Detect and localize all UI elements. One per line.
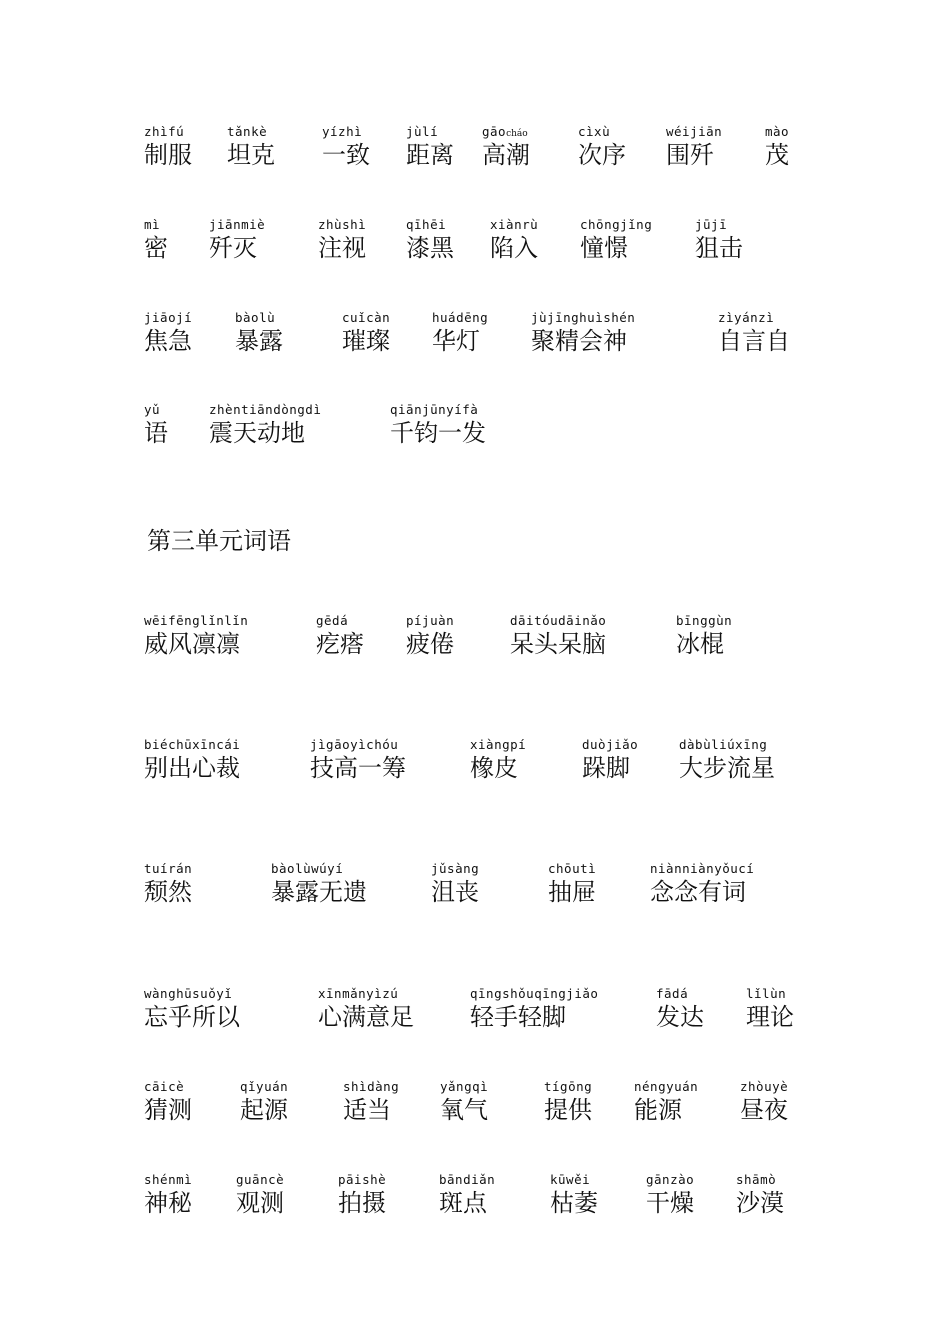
hanzi: 神秘	[144, 1189, 192, 1217]
vocab-word	[440, 1079, 488, 1125]
pinyin: shìdàng	[343, 1079, 400, 1094]
pinyin: jiāojí	[144, 310, 193, 325]
hanzi: 漆黑	[406, 234, 454, 262]
hanzi: 高潮	[482, 141, 530, 169]
hanzi: 呆头呆脑	[510, 630, 606, 658]
vocab-word	[144, 1172, 192, 1218]
hanzi: 围歼	[666, 141, 714, 169]
hanzi: 坦克	[227, 141, 275, 169]
pinyin: píjuàn	[406, 613, 455, 628]
pinyin: gānzào	[646, 1172, 695, 1187]
unit3-row-4	[0, 986, 950, 1046]
vocab-word	[144, 986, 240, 1032]
vocab-word	[470, 737, 526, 783]
vocab-word	[342, 310, 390, 356]
hanzi: 狙击	[695, 234, 743, 262]
vocab-word	[406, 124, 454, 170]
hanzi: 暴露	[235, 327, 283, 355]
vocab-word	[318, 217, 366, 263]
pinyin: zhèntiāndòngdì	[209, 402, 322, 417]
pinyin: bàolù	[235, 310, 276, 325]
pinyin: bāndiǎn	[439, 1172, 496, 1187]
vocab-word	[695, 217, 743, 263]
vocab-word	[144, 217, 168, 263]
hanzi: 提供	[544, 1096, 592, 1124]
vocab-word	[209, 217, 265, 263]
pinyin: jǔsàng	[431, 861, 480, 876]
vocab-row-3	[0, 310, 950, 370]
vocab-word	[676, 613, 732, 659]
hanzi: 抽屉	[548, 878, 596, 906]
pinyin: xīnmǎnyìzú	[318, 986, 399, 1001]
hanzi: 冰棍	[676, 630, 724, 658]
hanzi: 暴露无遗	[271, 878, 367, 906]
vocab-word	[432, 310, 488, 356]
pinyin: gāocháo	[482, 124, 528, 139]
section-title: 第三单元词语	[147, 527, 291, 555]
pinyin: jùjīnghuìshén	[531, 310, 636, 325]
vocab-word	[650, 861, 754, 907]
vocab-word	[144, 402, 168, 448]
vocab-word	[580, 217, 652, 263]
pinyin: zìyánzì	[718, 310, 775, 325]
vocab-word	[646, 1172, 694, 1218]
pinyin: tǎnkè	[227, 124, 268, 139]
hanzi: 憧憬	[580, 234, 628, 262]
vocab-word	[666, 124, 722, 170]
hanzi: 观测	[236, 1189, 284, 1217]
hanzi: 大步流星	[679, 754, 775, 782]
pinyin: mào	[765, 124, 790, 139]
hanzi: 茂	[765, 141, 789, 169]
pinyin: yǔ	[144, 402, 161, 417]
hanzi: 橡皮	[470, 754, 518, 782]
vocab-word	[322, 124, 370, 170]
pinyin: néngyuán	[634, 1079, 699, 1094]
vocab-word	[318, 986, 414, 1032]
hanzi: 注视	[318, 234, 366, 262]
vocab-word	[343, 1079, 399, 1125]
pinyin: shāmò	[736, 1172, 777, 1187]
unit3-row-5	[0, 1079, 950, 1139]
vocab-word	[578, 124, 626, 170]
unit3-row-2	[0, 737, 950, 797]
pinyin: huádēng	[432, 310, 489, 325]
hanzi: 起源	[240, 1096, 288, 1124]
vocab-word	[144, 1079, 192, 1125]
hanzi: 忘乎所以	[144, 1003, 240, 1031]
pinyin: jiānmiè	[209, 217, 266, 232]
hanzi: 氧气	[440, 1096, 488, 1124]
hanzi: 华灯	[432, 327, 480, 355]
vocab-word	[144, 737, 240, 783]
hanzi: 念念有词	[650, 878, 746, 906]
hanzi: 威风凛凛	[144, 630, 240, 658]
pinyin: wēifēnglǐnlǐn	[144, 613, 249, 628]
hanzi: 次序	[578, 141, 626, 169]
vocab-word	[634, 1079, 698, 1125]
pinyin: zhòuyè	[740, 1079, 789, 1094]
hanzi: 制服	[144, 141, 192, 169]
hanzi: 适当	[343, 1096, 391, 1124]
pinyin: bīnggùn	[676, 613, 733, 628]
pinyin: qīngshǒuqīngjiǎo	[470, 986, 599, 1001]
hanzi: 语	[144, 419, 168, 447]
pinyin: kūwěi	[550, 1172, 591, 1187]
pinyin: jùlí	[406, 124, 439, 139]
vocab-word	[765, 124, 789, 170]
vocab-word	[227, 124, 275, 170]
vocab-word	[531, 310, 635, 356]
hanzi: 猜测	[144, 1096, 192, 1124]
pinyin: pāishè	[338, 1172, 387, 1187]
pinyin: tuírán	[144, 861, 193, 876]
hanzi: 别出心裁	[144, 754, 240, 782]
vocab-word	[338, 1172, 386, 1218]
pinyin: chōutì	[548, 861, 597, 876]
pinyin: wànghūsuǒyǐ	[144, 986, 233, 1001]
hanzi: 拍摄	[338, 1189, 386, 1217]
pinyin-small: cháo	[506, 129, 528, 139]
vocab-word	[144, 861, 192, 907]
vocab-word	[431, 861, 479, 907]
pinyin: qīhēi	[406, 217, 447, 232]
pinyin: fādá	[656, 986, 689, 1001]
hanzi: 跺脚	[582, 754, 630, 782]
hanzi: 璀璨	[342, 327, 390, 355]
vocab-word	[144, 310, 192, 356]
vocab-word	[310, 737, 406, 783]
hanzi: 密	[144, 234, 168, 262]
hanzi: 技高一筹	[310, 754, 406, 782]
vocab-word	[235, 310, 283, 356]
vocab-word	[390, 402, 486, 448]
hanzi: 自言自	[718, 327, 790, 355]
hanzi: 理论	[746, 1003, 794, 1031]
pinyin: wéijiān	[666, 124, 723, 139]
pinyin: zhùshì	[318, 217, 367, 232]
vocab-word	[544, 1079, 592, 1125]
vocab-word	[550, 1172, 598, 1218]
hanzi: 焦急	[144, 327, 192, 355]
pinyin: jìgāoyìchóu	[310, 737, 399, 752]
hanzi: 颓然	[144, 878, 192, 906]
hanzi: 震天动地	[209, 419, 305, 447]
vocab-word	[406, 217, 454, 263]
pinyin: cuǐcàn	[342, 310, 391, 325]
unit3-row-6	[0, 1172, 950, 1232]
vocab-word	[746, 986, 794, 1032]
pinyin: dàbùliúxīng	[679, 737, 768, 752]
pinyin: qǐyuán	[240, 1079, 289, 1094]
hanzi: 陷入	[490, 234, 538, 262]
pinyin: cāicè	[144, 1079, 185, 1094]
vocab-word	[736, 1172, 784, 1218]
vocab-word	[582, 737, 638, 783]
hanzi: 心满意足	[318, 1003, 414, 1031]
pinyin: dāitóudāinǎo	[510, 613, 607, 628]
vocab-word	[679, 737, 775, 783]
pinyin: duòjiǎo	[582, 737, 639, 752]
pinyin: lǐlùn	[746, 986, 787, 1001]
pinyin: yízhì	[322, 124, 363, 139]
pinyin: qiānjūnyífà	[390, 402, 479, 417]
pinyin: niànniànyǒucí	[650, 861, 755, 876]
pinyin: xiàngpí	[470, 737, 527, 752]
vocab-word	[316, 613, 364, 659]
vocab-word	[656, 986, 704, 1032]
hanzi: 斑点	[439, 1189, 487, 1217]
hanzi: 疲倦	[406, 630, 454, 658]
vocab-word	[718, 310, 790, 356]
pinyin: biéchūxīncái	[144, 737, 241, 752]
pinyin: mì	[144, 217, 161, 232]
vocab-word	[740, 1079, 788, 1125]
vocab-word	[490, 217, 538, 263]
vocab-word	[548, 861, 596, 907]
vocab-word	[406, 613, 454, 659]
hanzi: 沙漠	[736, 1189, 784, 1217]
vocab-word	[470, 986, 598, 1032]
vocab-word	[482, 124, 530, 170]
pinyin: shénmì	[144, 1172, 193, 1187]
pinyin: jūjī	[695, 217, 728, 232]
hanzi: 千钧一发	[390, 419, 486, 447]
vocab-word	[271, 861, 367, 907]
hanzi: 干燥	[646, 1189, 694, 1217]
pinyin: cìxù	[578, 124, 611, 139]
hanzi: 一致	[322, 141, 370, 169]
hanzi: 轻手轻脚	[470, 1003, 566, 1031]
hanzi: 歼灭	[209, 234, 257, 262]
unit3-row-1	[0, 613, 950, 673]
vocab-row-4	[0, 402, 950, 462]
vocab-word	[510, 613, 606, 659]
hanzi: 发达	[656, 1003, 704, 1031]
pinyin: gēdá	[316, 613, 349, 628]
hanzi: 距离	[406, 141, 454, 169]
vocab-row-1	[0, 124, 950, 184]
pinyin: bàolùwúyí	[271, 861, 344, 876]
hanzi: 昼夜	[740, 1096, 788, 1124]
hanzi: 疙瘩	[316, 630, 364, 658]
vocab-word	[209, 402, 321, 448]
pinyin: zhìfú	[144, 124, 185, 139]
hanzi: 枯萎	[550, 1189, 598, 1217]
vocab-word	[144, 613, 248, 659]
unit3-row-3	[0, 861, 950, 921]
hanzi: 能源	[634, 1096, 682, 1124]
vocab-row-2	[0, 217, 950, 277]
pinyin: tígōng	[544, 1079, 593, 1094]
vocab-word	[439, 1172, 495, 1218]
hanzi: 聚精会神	[531, 327, 627, 355]
pinyin: yǎngqì	[440, 1079, 489, 1094]
pinyin: guāncè	[236, 1172, 285, 1187]
hanzi: 沮丧	[431, 878, 479, 906]
pinyin: xiànrù	[490, 217, 539, 232]
pinyin: chōngjǐng	[580, 217, 653, 232]
vocab-word	[240, 1079, 288, 1125]
vocab-word	[236, 1172, 284, 1218]
vocab-word	[144, 124, 192, 170]
